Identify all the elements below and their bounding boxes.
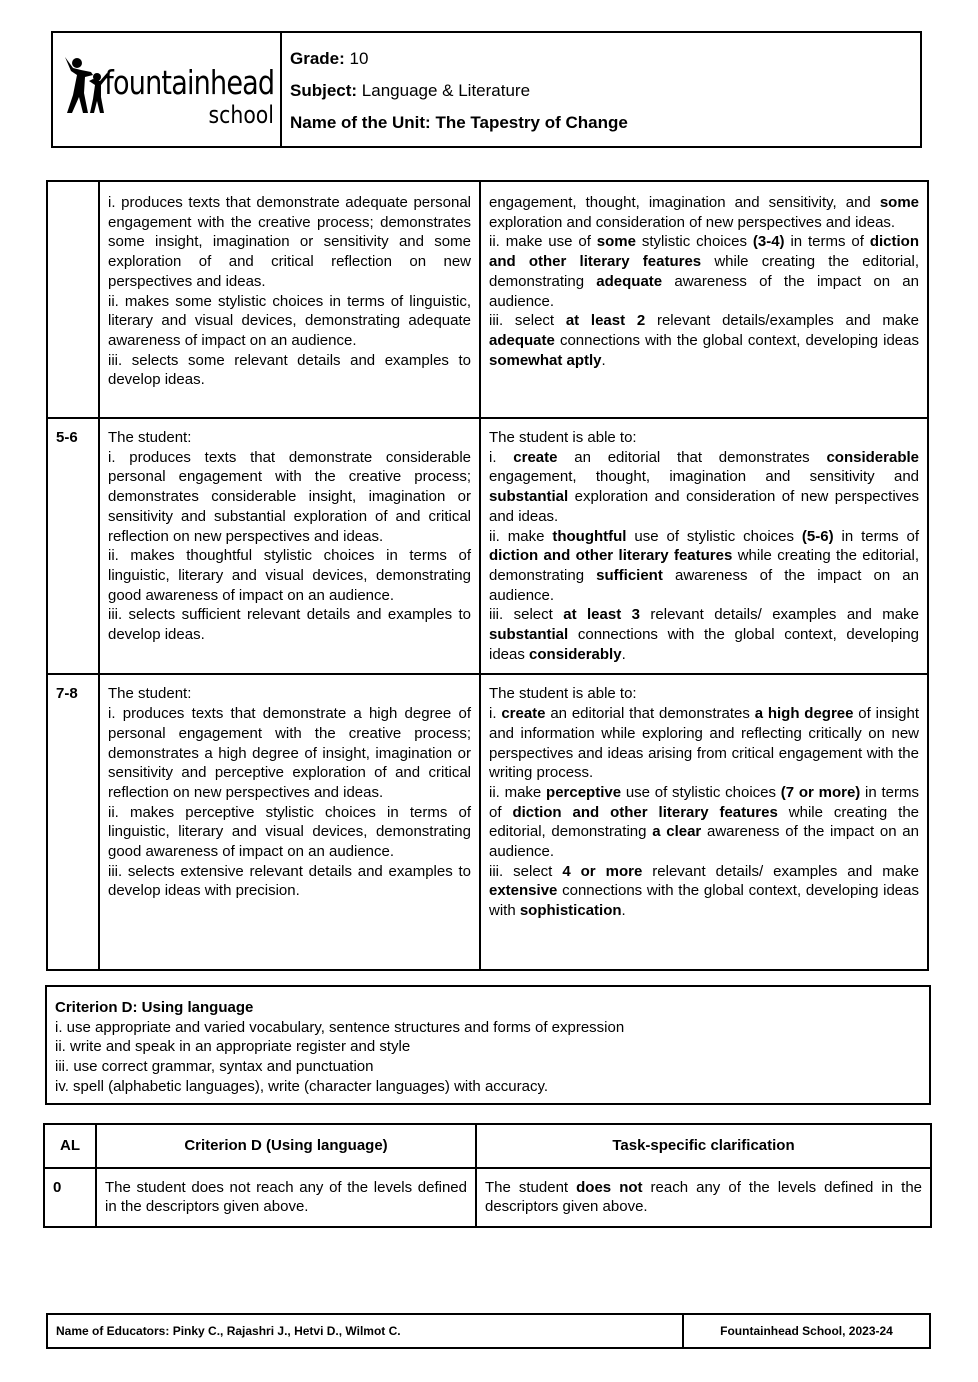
criterion-d-item: ii. write and speak in an appropriate register and style [55,1038,411,1056]
descriptor-line: engagement, thought, imagination and sensitivity, and some exploration and consideration of new perspectives and ideas. [489,194,919,231]
descriptor-line: iii. selects extensive relevant details and examples to develop ideas with precision. [108,862,471,900]
descriptor-line: i. produces texts that demonstrate considerable personal engagement with the creative process; demonstrates considerable insight, imagination or sensitivity and substantial exploration of and critical reflection on new perspectives and ideas. [108,448,471,545]
descriptor-line: ii. make thoughtful use of stylistic choices (5-6) in terms of diction and other literary features while creating the editorial, demonstrating sufficient awareness of the impact on an audience. [489,527,920,604]
table-row [47,674,928,970]
descriptor-line: The student does not reach any of the levels defined in the descriptors given above. [105,1178,467,1216]
descriptor-line: ii. makes thoughtful stylistic choices in terms of linguistic, literary and visual devices, demonstrating good awareness of impact on an audience. [108,547,471,604]
table-header-row [44,1124,931,1168]
emphasis-text: extensive [489,882,558,900]
emphasis-text: (7 or more) [780,783,861,801]
descriptor-line: iii. select at least 3 relevant details/ examples and make substantial connections with the global context, developing ideas considerably. [489,606,919,663]
table-row [47,181,928,418]
header-info [282,33,636,146]
emphasis-text: adequate [596,272,663,290]
school-logo [53,33,282,146]
emphasis-text: (5-6) [801,527,834,545]
descriptor-line: ii. makes some stylistic choices in terms of linguistic, literary and visual devices, demonstrating adequate awareness of impact on an audience. [108,292,471,349]
criterion-d-box [45,985,931,1105]
descriptor-line: The student is able to: [489,685,637,703]
grade-label: Grade: [290,49,345,68]
descriptor-line: iii. selects some relevant details and examples to develop ideas. [108,351,471,389]
criterion-d-item: iii. use correct grammar, syntax and punctuation [55,1058,374,1076]
unit-name: Name of the Unit: The Tapestry of Change [290,113,628,132]
level-cell: 7-8 [47,674,99,970]
emphasis-text: at least 2 [565,312,646,330]
level-cell [47,181,99,418]
document-header [51,31,922,148]
level-cell: 0 [44,1168,96,1227]
school-year: Fountainhead School, 2023-24 [720,1324,893,1338]
emphasis-text: diction and other literary features [489,233,919,271]
emphasis-text: somewhat aptly [489,351,602,369]
criterion-descriptor-cell [99,181,480,418]
emphasis-text: does not [576,1178,643,1196]
criterion-descriptor-cell [99,674,480,970]
emphasis-text: considerably [529,645,622,663]
emphasis-text: a clear [652,823,702,841]
rubric-table-c [46,180,929,971]
emphasis-text: some [596,233,636,251]
task-clarification-cell [476,1168,931,1227]
criterion-descriptor-cell [96,1168,476,1227]
header-criterion: Criterion D (Using language) [96,1124,476,1168]
task-clarification-cell [480,181,928,418]
table-row [47,418,928,674]
emphasis-text: substantial [489,626,569,644]
emphasis-text: diction and other literary features [489,547,733,565]
emphasis-text: at least 3 [563,606,640,624]
emphasis-text: some [879,194,919,211]
emphasis-text: adequate [489,331,555,349]
descriptor-line: iii. selects sufficient relevant details and examples to develop ideas. [108,606,471,644]
grade-line [290,43,628,75]
subject-value: Language & Literature [361,81,531,100]
criterion-d-title: Criterion D: Using language [55,999,254,1016]
descriptor-line: iii. select 4 or more relevant details/ examples and make extensive connections with the global context, developing ideas with sophistication. [489,862,919,920]
level-cell: 5-6 [47,418,99,674]
descriptor-line: The student is able to: [489,429,637,446]
emphasis-text: 4 or more [562,862,643,880]
descriptor-line: i. create an editorial that demonstrates considerable engagement, thought, imagination and sensitivity and substantial exploration and consideration of new perspectives and ideas. [489,448,920,525]
descriptor-line: i. produces texts that demonstrate adequate personal engagement with the creative process; demonstrates some insight, imagination or sensitivity and some exploration of and critical reflection on new perspectives and ideas. [108,194,471,290]
criterion-d-item: i. use appropriate and varied vocabulary, sentence structures and forms of expression [55,1018,625,1036]
emphasis-text: create [501,705,546,723]
descriptor-line: ii. make perceptive use of stylistic choices (7 or more) in terms of diction and other literary features while creating the editorial, demonstrating a clear awareness of the impact on an audience. [489,783,920,861]
logo-subtext: school [208,101,274,129]
descriptor-line: The student: [108,429,192,446]
logo-wordmark: fountainhead [104,63,274,102]
criterion-d-item: iv. spell (alphabetic languages), write (character languages) with accuracy. [55,1077,549,1095]
unit-line [290,107,628,139]
descriptor-line: i. produces texts that demonstrate a high degree of personal engagement with the creative process; demonstrates a high degree of insight, imagination or sensitivity and perceptive exploration of and critical reflection on new perspectives and ideas. [108,705,471,801]
subject-label: Subject: [290,81,358,100]
header-clarification: Task-specific clarification [476,1124,931,1168]
rubric-table-d [43,1123,932,1228]
task-clarification-cell [480,674,928,970]
emphasis-text: thoughtful [552,527,627,545]
emphasis-text: a high degree [754,705,854,723]
header-al: AL [44,1124,96,1168]
emphasis-text: (3-4) [752,233,785,251]
descriptor-line: The student: [108,685,192,703]
emphasis-text: diction and other literary features [512,803,778,821]
emphasis-text: considerable [826,448,920,466]
emphasis-text: create [513,448,558,466]
emphasis-text: substantial [489,488,569,506]
descriptor-line: ii. makes perceptive stylistic choices in terms of linguistic, literary and visual devices, demonstrating good awareness of impact on an audience. [108,803,471,861]
descriptor-line: ii. make use of some stylistic choices (3-4) in terms of diction and other literary features while creating the editorial, demonstrating adequate awareness of the impact on an audience. [489,233,920,310]
emphasis-text: sophistication [519,902,622,920]
grade-value: 10 [349,49,369,68]
subject-line [290,75,628,107]
document-footer [46,1313,931,1349]
criterion-descriptor-cell [99,418,480,674]
educators-names: Name of Educators: Pinky C., Rajashri J., Hetvi D., Wilmot C. [48,1315,684,1347]
descriptor-line: i. create an editorial that demonstrates a high degree of insight and information while exploring and reflecting critically on new perspectives and ideas arising from critical engagement with the writing process. [489,705,919,782]
descriptor-line: iii. select at least 2 relevant details/examples and make adequate connections with the global context, developing ideas somewhat aptly. [489,312,919,369]
emphasis-text: perceptive [546,783,622,801]
emphasis-text: sufficient [596,566,663,584]
task-clarification-cell [480,418,928,674]
table-row [44,1168,931,1227]
descriptor-line: The student does not reach any of the levels defined in the descriptors given above. [485,1178,923,1216]
